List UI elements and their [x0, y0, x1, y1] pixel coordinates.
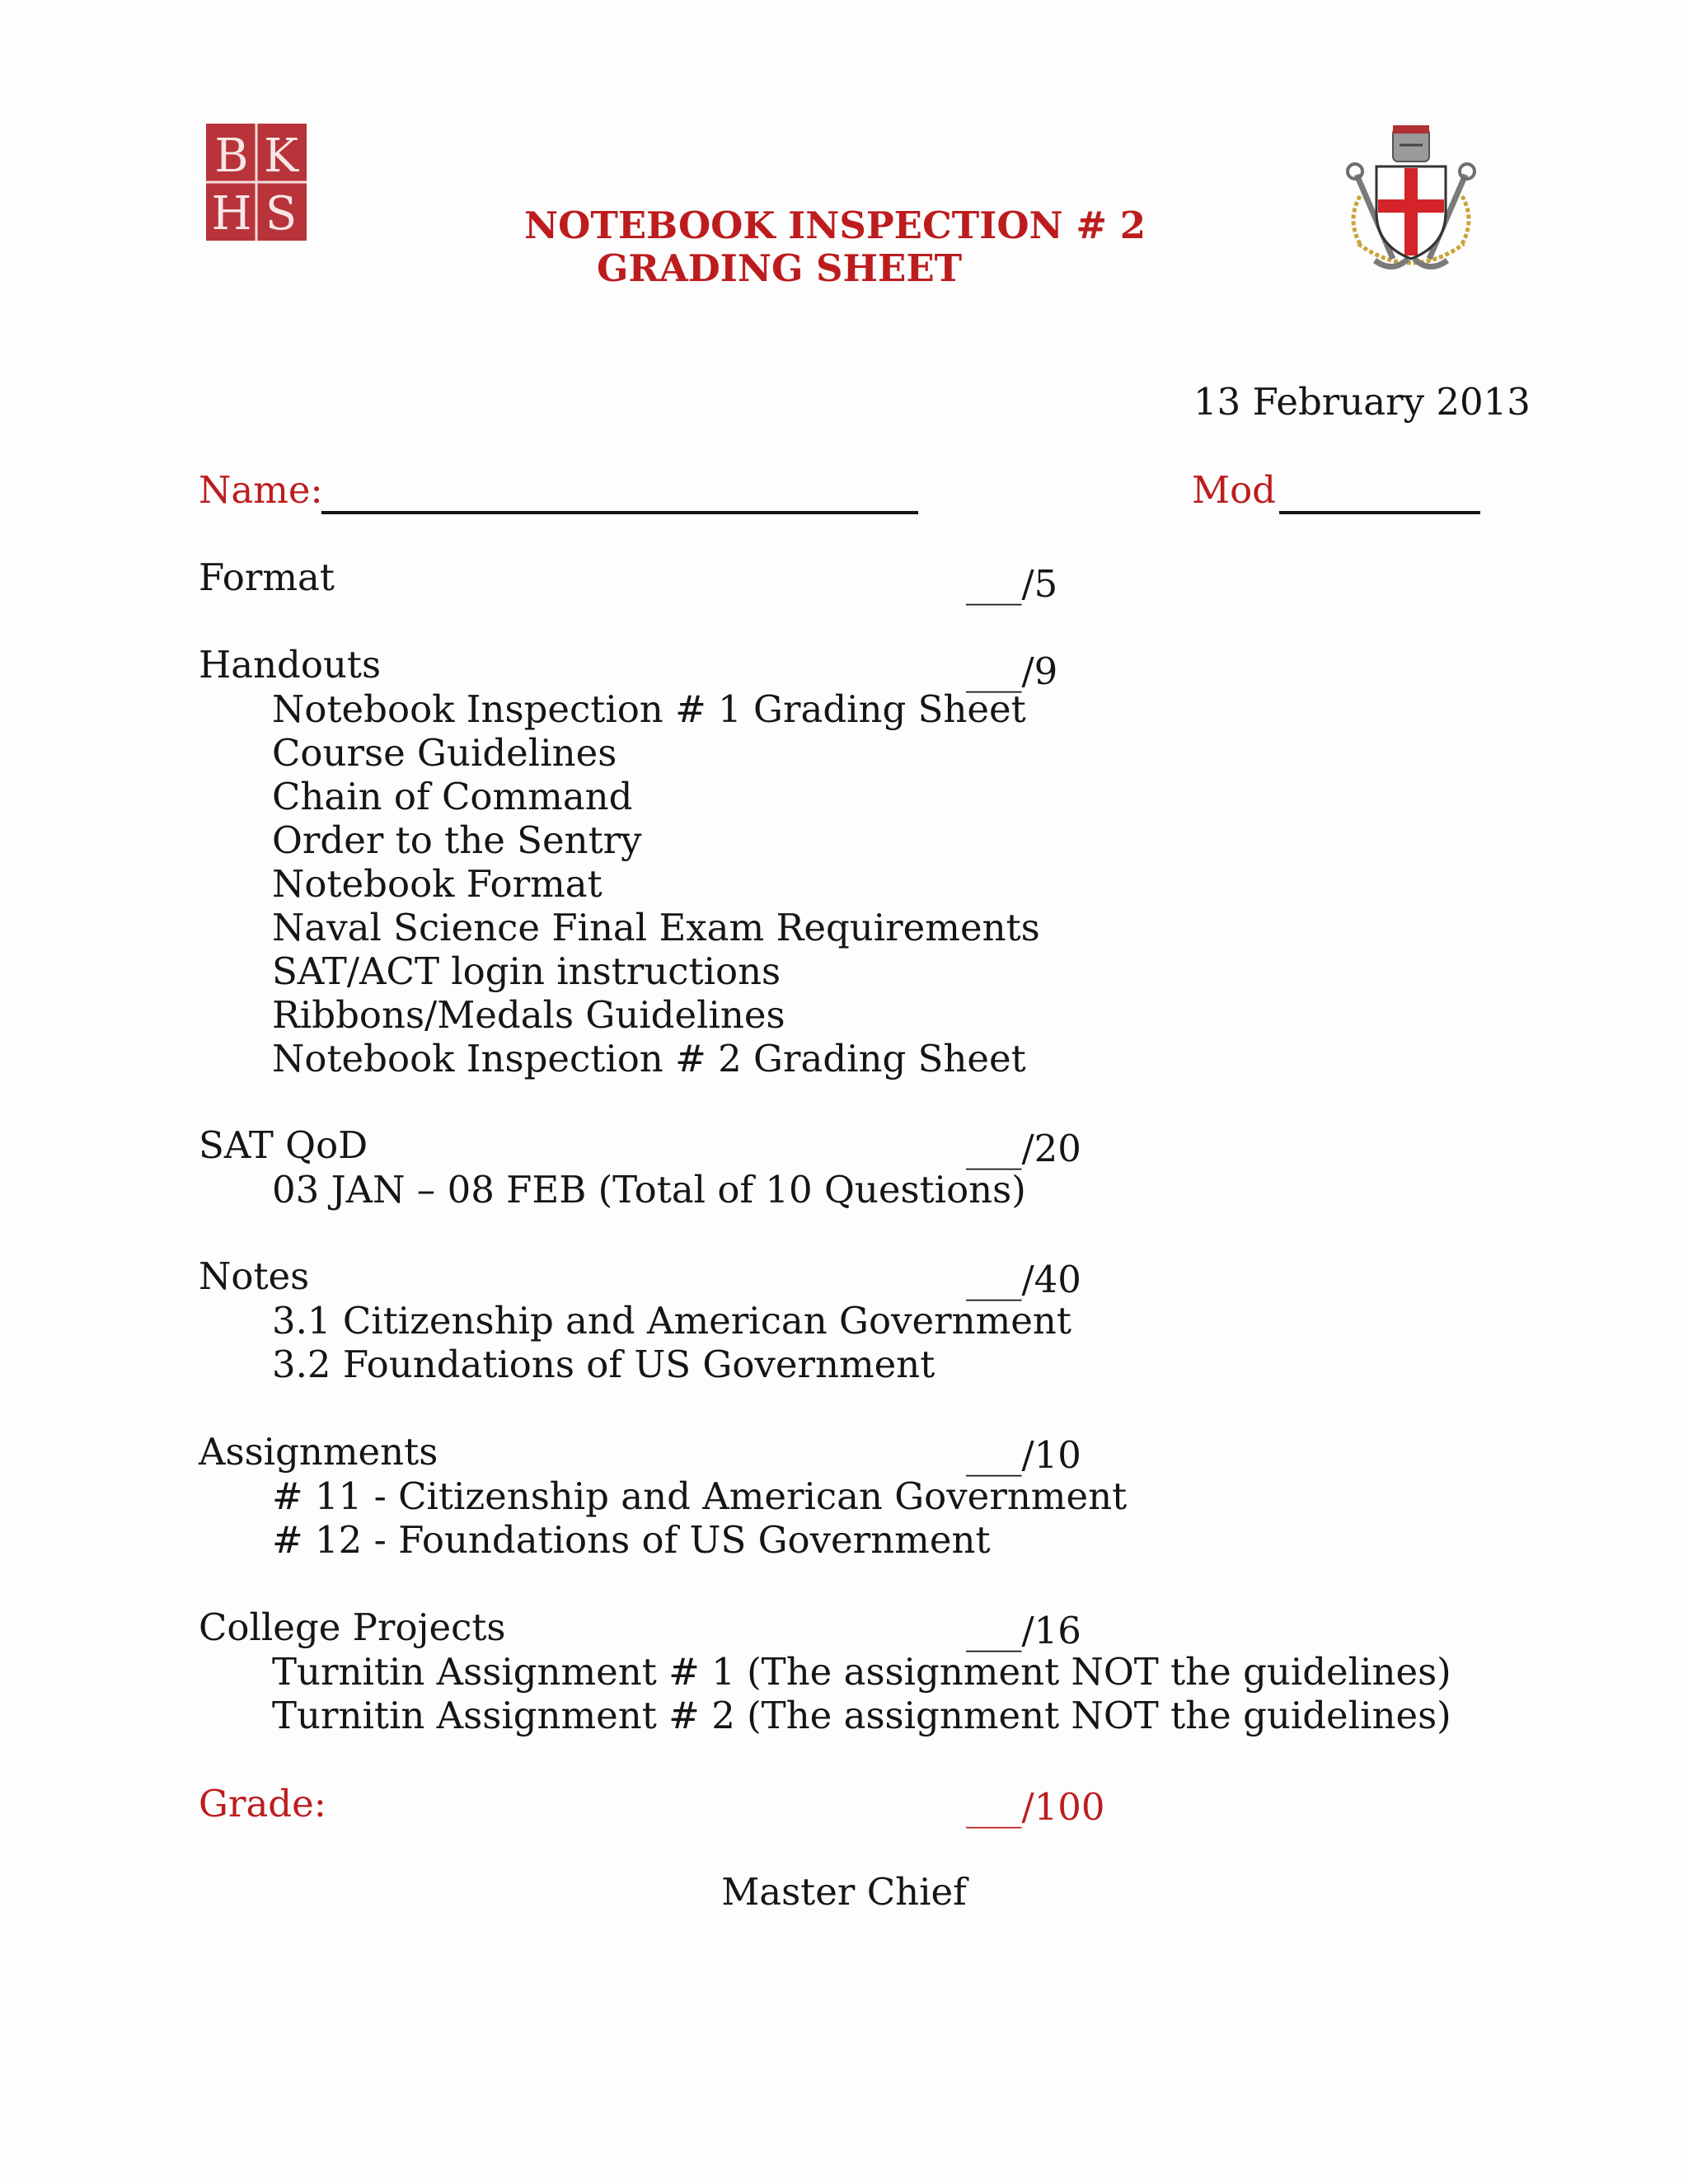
handout-item: Naval Science Final Exam Requirements — [272, 906, 1040, 949]
assignment-item: # 12 - Foundations of US Government — [272, 1518, 991, 1562]
handouts-row — [0, 643, 1688, 693]
date: 13 February 2013 — [1193, 380, 1531, 424]
handouts-score: ___/9 — [966, 649, 1058, 693]
name-label: Name: — [199, 468, 323, 512]
notes-item: 3.2 Foundations of US Government — [272, 1343, 935, 1386]
bkhs-logo — [206, 124, 307, 241]
sat-qod-score: ___/20 — [966, 1127, 1081, 1170]
assignments-row — [0, 1430, 1688, 1477]
list-item — [0, 906, 1688, 950]
assignments-label: Assignments — [199, 1430, 438, 1474]
handout-item: SAT/ACT login instructions — [272, 949, 781, 993]
grade-score: ___/100 — [966, 1785, 1105, 1829]
college-projects-label: College Projects — [199, 1605, 506, 1649]
format-row — [0, 555, 1688, 606]
list-item — [0, 775, 1688, 819]
handout-item: Ribbons/Medals Guidelines — [272, 993, 785, 1037]
college-projects-score: ___/16 — [966, 1609, 1081, 1652]
notes-label: Notes — [199, 1254, 310, 1298]
handout-item: Notebook Format — [272, 862, 603, 906]
college-project-item: Turnitin Assignment # 1 (The assignment NOT the guidelines) — [272, 1650, 1451, 1694]
assignments-score: ___/10 — [966, 1433, 1081, 1477]
sat-qod-row — [0, 1123, 1688, 1168]
list-item — [0, 1037, 1688, 1081]
crest-icon — [1342, 120, 1480, 274]
name-mod-row — [0, 468, 1688, 513]
svg-text:H: H — [211, 187, 252, 241]
notes-score: ___/40 — [966, 1258, 1081, 1301]
college-projects-row — [0, 1605, 1688, 1650]
handout-item: Order to the Sentry — [272, 818, 642, 862]
list-item — [0, 1518, 1688, 1563]
svg-text:S: S — [265, 187, 298, 241]
notes-item: 3.1 Citizenship and American Government — [272, 1299, 1071, 1343]
list-item — [0, 731, 1688, 776]
mod-label: Mod — [1192, 468, 1276, 512]
list-item — [0, 687, 1688, 732]
list-item — [0, 1168, 1688, 1212]
title-text-1: NOTEBOOK INSPECTION # 2 — [524, 204, 1146, 247]
handout-item: Course Guidelines — [272, 731, 617, 775]
list-item — [0, 1299, 1688, 1343]
list-item — [0, 1474, 1688, 1519]
name-field-line[interactable] — [321, 468, 918, 514]
list-item — [0, 1343, 1688, 1387]
handout-item: Notebook Inspection # 1 Grading Sheet — [272, 687, 1026, 731]
list-item — [0, 862, 1688, 907]
assignment-item: # 11 - Citizenship and American Government — [272, 1474, 1128, 1518]
format-score: ___/5 — [966, 562, 1058, 606]
list-item — [0, 1650, 1688, 1694]
signature: Master Chief — [721, 1870, 967, 1914]
list-item — [0, 949, 1688, 994]
grade-row — [0, 1782, 1688, 1829]
grade-label: Grade: — [199, 1782, 326, 1825]
handouts-label: Handouts — [199, 643, 382, 687]
handout-item: Notebook Inspection # 2 Grading Sheet — [272, 1037, 1026, 1080]
list-item — [0, 1694, 1688, 1738]
sat-qod-item: 03 JAN – 08 FEB (Total of 10 Questions) — [272, 1168, 1026, 1212]
list-item — [0, 993, 1688, 1038]
sat-qod-label: SAT QoD — [199, 1123, 368, 1167]
notes-row — [0, 1254, 1688, 1299]
list-item — [0, 818, 1688, 863]
handout-item: Chain of Command — [272, 775, 633, 818]
mod-field-line[interactable] — [1279, 468, 1480, 514]
svg-text:B: B — [214, 129, 249, 183]
college-project-item: Turnitin Assignment # 2 (The assignment NOT the guidelines) — [272, 1694, 1451, 1737]
title-text-2: GRADING SHEET — [597, 246, 963, 290]
svg-text:K: K — [264, 129, 298, 183]
format-label: Format — [199, 555, 335, 599]
